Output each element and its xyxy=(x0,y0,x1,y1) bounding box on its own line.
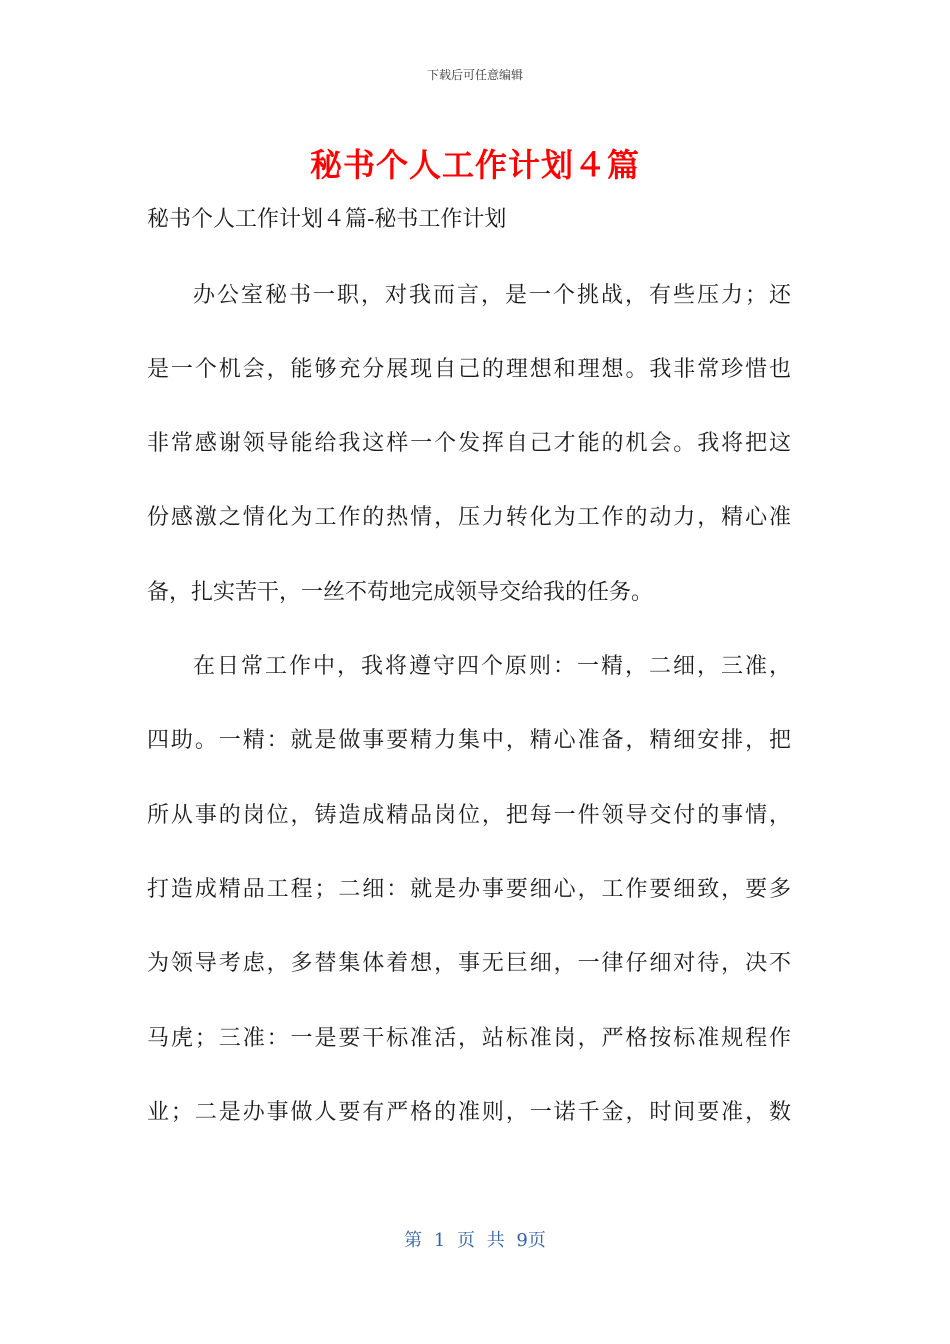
paragraph-2-line-4: 打造成精品工程；二细：就是办事要细心，工作要细致，要多 xyxy=(147,877,791,902)
paragraph-1-line-3: 非常感谢领导能给我这样一个发挥自己才能的机会。我将把这 xyxy=(147,431,791,456)
document-subtitle: 秘书个人工作计划４篇-秘书工作计划 xyxy=(147,207,507,232)
paragraph-2-line-6: 马虎；三准：一是要干标准活，站标准岗，严格按标准规程作 xyxy=(147,1026,791,1051)
paragraph-1-line-5: 备，扎实苦干，一丝不苟地完成领导交给我的任务。 xyxy=(147,580,654,605)
paragraph-2-line-2: 四助。一精：就是做事要精力集中，精心准备，精细安排，把 xyxy=(147,728,791,753)
page-number-footer: 第 1 页 共 9页 xyxy=(404,1230,546,1251)
paragraph-2-line-7: 业；二是办事做人要有严格的准则，一诺千金，时间要准，数 xyxy=(147,1100,791,1125)
paragraph-2-line-1: 在日常工作中，我将遵守四个原则：一精，二细，三准， xyxy=(193,654,791,679)
document-title: 秘书个人工作计划４篇 xyxy=(309,146,640,184)
paragraph-2-line-5: 为领导考虑，多替集体着想，事无巨细，一律仔细对待，决不 xyxy=(147,951,791,976)
page-header-note: 下载后可任意编辑 xyxy=(426,68,523,82)
paragraph-1-line-2: 是一个机会，能够充分展现自己的理想和理想。我非常珍惜也 xyxy=(147,357,791,382)
paragraph-1-line-1: 办公室秘书一职，对我而言，是一个挑战，有些压力；还 xyxy=(193,283,791,308)
paragraph-1-line-4: 份感激之情化为工作的热情，压力转化为工作的动力，精心准 xyxy=(147,505,791,530)
paragraph-2-line-3: 所从事的岗位，铸造成精品岗位，把每一件领导交付的事情， xyxy=(147,803,791,828)
